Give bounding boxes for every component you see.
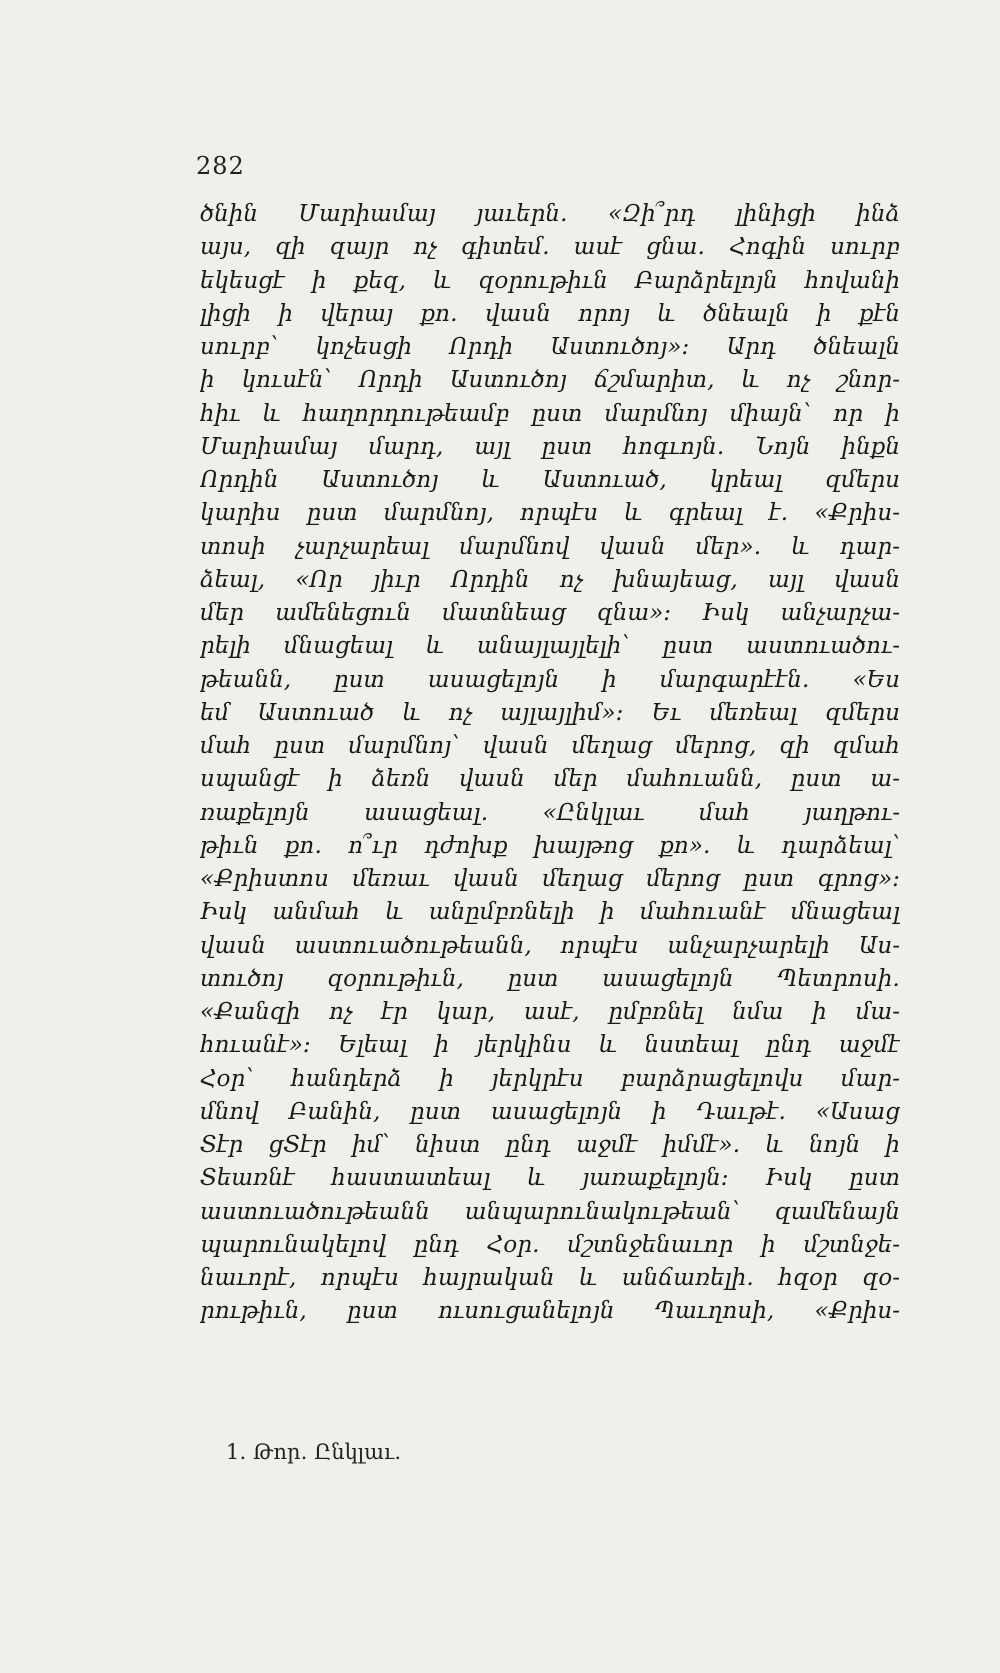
text-line: սուրբ՝ կոչեսցի Որդի Աստուծոյ»։ Արդ ծնեալն (200, 334, 900, 360)
text-line: ռաքելոյն ասացեալ․ «Ընկլաւ մահ յաղթու- (200, 799, 900, 826)
text-line: Հօր՝ հանդերձ ի յերկրէս բարձրացելովս մար- (200, 1065, 900, 1092)
text-line: Տեառնէ հաստատեալ և յառաքելոյն։ Իսկ ըստ (200, 1165, 900, 1192)
text-line: տոսի չարչարեալ մարմնով վասն մեր»․ և դար- (200, 533, 900, 560)
text-line: մեր ամենեցուն մատնեաց զնա»։ Իսկ անչարչա- (200, 600, 900, 626)
text-line: րութիւն, ըստ ուսուցանելոյն Պաւղոսի, «Քրիս- (200, 1298, 900, 1325)
page-number: 282 (196, 152, 245, 180)
text-line: Մարիամայ մարդ, այլ ըստ հոգւոյն․ Նոյն ինքն (200, 433, 900, 460)
text-line: տուծոյ զօրութիւն, ըստ ասացելոյն Պետրոսի․ (200, 965, 900, 992)
text-line: րելի մնացեալ և անայլայլելի՝ ըստ աստուածու- (200, 633, 900, 660)
text-line: ձեալ, «Որ յիւր Որդին ոչ խնայեաց, այլ վասն (200, 566, 900, 593)
text-line: թիւն քո․ ո՞ւր դժոխք խայթոց քո»․ և դարձեալ՝ (200, 832, 900, 859)
text-line: լիցի ի վերայ քո․ վասն որոյ և ծնեալն ի քէն (200, 300, 900, 327)
text-line: թեանն, ըստ ասացելոյն ի մարգարէէն․ «Ես (200, 666, 900, 693)
text-line: եկեսցէ ի քեզ, և զօրութիւն Բարձրելոյն հովանի (200, 267, 900, 294)
text-line: կարիս ըստ մարմնոյ, որպէս և գրեալ է․ «Քրիս- (200, 500, 900, 527)
text-line: պարունակելով ընդ Հօր․ մշտնջենաւոր ի մշտնջե- (200, 1231, 900, 1258)
text-line: հիւ և հաղորդութեամբ ըստ մարմնոյ միայն՝ որ ի (200, 400, 900, 427)
text-line: ծնին Մարիամայ յաւերն․ «Զի՞րդ լինիցի ինձ (200, 201, 900, 227)
text-line: նաւորէ, որպէս հայրական և անճառելի․ հզօր զօ- (200, 1265, 900, 1291)
text-line: մահ ըստ մարմնոյ՝ վասն մեղաց մերոց, զի զմահ (200, 733, 900, 759)
text-line: Իսկ անմահ և անըմբռնելի ի մահուանէ մնացեալ (200, 899, 900, 926)
text-line: աստուածութեանն անպարունակութեան՝ զամենայն (200, 1198, 900, 1225)
text-line: մնով Բանին, ըստ ասացելոյն ի Դաւթէ․ «Ասաց (200, 1098, 900, 1125)
body-text (200, 198, 900, 1329)
text-line: «Քանզի ոչ էր կար, ասէ, ըմբռնել նմա ի մա- (200, 999, 900, 1025)
text-line: ի կուսէն՝ Որդի Աստուծոյ ճշմարիտ, և ոչ շնոր- (200, 367, 900, 394)
text-line: վասն աստուածութեանն, որպէս անչարչարելի Աս- (200, 932, 900, 959)
text-line: «Քրիստոս մեռաւ վասն մեղաց մերոց ըստ գրոց»։ (200, 866, 900, 892)
text-line: այս, զի զայր ոչ գիտեմ. ասէ ցնա․ Հոգին սուրբ (200, 234, 900, 261)
text-line: Տէր ցՏէր իմ՝ նիստ ընդ աջմէ իմմէ»․ և նոյն ի (200, 1132, 900, 1158)
text-line: հուանէ»։ Ելեալ ի յերկինս և նստեալ ընդ աջմէ (200, 1032, 900, 1059)
footnote: 1․ Թոր․ Ընկլաւ․ (226, 1440, 402, 1464)
text-line: սպանցէ ի ձեռն վասն մեր մահուանն, ըստ ա- (200, 766, 900, 793)
text-line: եմ Աստուած և ոչ այլայլիմ»։ Եւ մեռեալ զմերս (200, 699, 900, 726)
text-line: Որդին Աստուծոյ և Աստուած, կրեալ զմերս (200, 467, 900, 493)
